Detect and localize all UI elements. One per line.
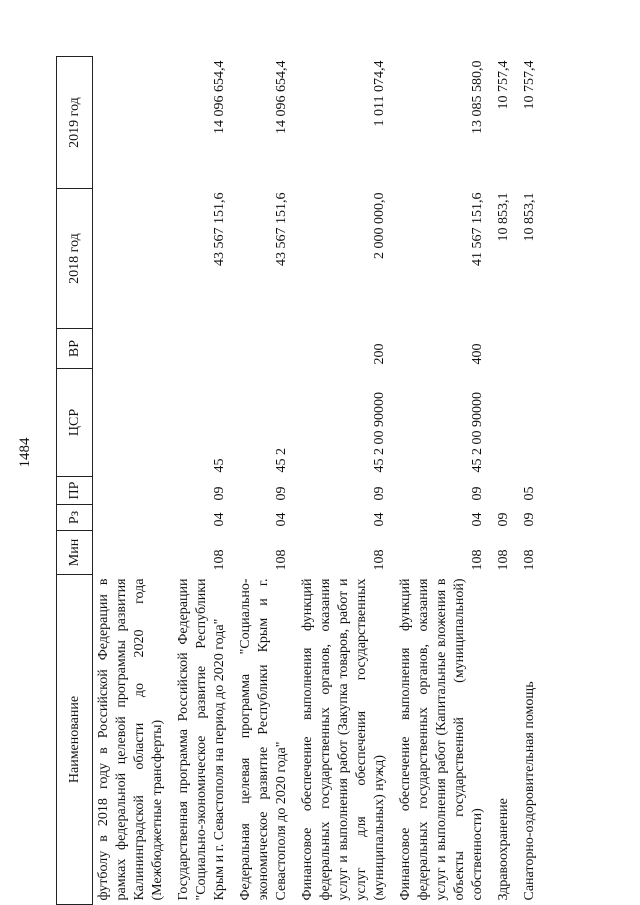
header-csr: ЦСР — [57, 369, 93, 477]
row-2019: 10 757,4 — [496, 60, 511, 110]
table-row — [93, 57, 174, 905]
row-2018 — [93, 189, 174, 329]
row-name: Санаторно-оздоровительная помощь — [522, 681, 537, 901]
row-pr: 09 — [274, 486, 289, 501]
header-2019: 2019 год — [57, 57, 93, 189]
row-pr: 09 — [212, 486, 227, 501]
row-rz — [93, 505, 174, 531]
row-2018: 41 567 151,6 — [470, 192, 485, 266]
row-pr — [93, 477, 174, 505]
header-rz: Рз — [57, 505, 93, 531]
row-rz: 04 — [212, 512, 227, 527]
row-rz: 04 — [274, 512, 289, 527]
header-pr: ПР — [57, 477, 93, 505]
row-csr — [93, 369, 174, 477]
row-name: Государственная программа Российской Федерации "Социально-экономическое развитие Республики Крым и г. Севастополя на период до 2020 года" — [176, 578, 227, 901]
row-min: 108 — [496, 549, 511, 571]
row-csr: 45 2 00 90000 — [372, 392, 387, 473]
table-row — [493, 57, 519, 905]
row-2018: 43 567 151,6 — [212, 192, 227, 266]
table-row — [173, 57, 235, 905]
row-min — [93, 531, 174, 575]
row-rz: 04 — [372, 512, 387, 527]
row-2019: 14 096 654,4 — [274, 60, 289, 134]
row-min: 108 — [212, 549, 227, 571]
row-csr: 45 2 — [274, 448, 289, 473]
row-rz: 09 — [522, 512, 537, 527]
row-vr — [173, 329, 235, 369]
row-vr — [519, 329, 545, 369]
row-min: 108 — [372, 549, 387, 571]
row-rz: 09 — [496, 512, 511, 527]
row-2019: 10 757,4 — [522, 60, 537, 110]
header-2018: 2018 год — [57, 189, 93, 329]
row-min: 108 — [522, 549, 537, 571]
row-csr: 45 — [212, 458, 227, 473]
header-vr: ВР — [57, 329, 93, 369]
budget-table — [56, 56, 545, 905]
table-row — [395, 57, 493, 905]
table-row — [235, 57, 297, 905]
row-name: Здравоохранение — [496, 798, 511, 901]
row-min: 108 — [274, 549, 289, 571]
header-min: Мин — [57, 531, 93, 575]
row-name: футболу в 2018 году в Российской Федерации в рамках федеральной целевой программы развития Калининградской области до 2020 года (Межбюджетные трансферты) — [96, 578, 165, 901]
row-pr: 05 — [522, 486, 537, 501]
row-2018: 10 853,1 — [496, 192, 511, 242]
row-csr — [493, 369, 519, 477]
row-vr: 400 — [470, 343, 485, 365]
row-2019: 1 011 074,4 — [372, 60, 387, 127]
row-csr: 45 2 00 90000 — [470, 392, 485, 473]
header-name: Наименование — [57, 575, 93, 905]
row-rz: 04 — [470, 512, 485, 527]
row-pr — [493, 477, 519, 505]
table-row — [297, 57, 395, 905]
row-csr — [519, 369, 545, 477]
row-name: Федеральная целевая программа "Социально-экономическое развитие Республики Крым и г. Севастополя до 2020 года" — [238, 578, 289, 901]
row-2019: 14 096 654,4 — [212, 60, 227, 134]
row-name: Финансовое обеспечение выполнения функций федеральных государственных органов, оказания услуг и выполнения работ (Закупка товаров, работ и услуг для обеспечения государственных (муниципальных) нужд) — [300, 578, 387, 901]
row-2018: 2 000 000,0 — [372, 192, 387, 259]
table-row — [519, 57, 545, 905]
row-2018: 10 853,1 — [522, 192, 537, 242]
row-min: 108 — [470, 549, 485, 571]
page-number: 1484 — [17, 437, 33, 468]
row-2018: 43 567 151,6 — [274, 192, 289, 266]
row-vr — [235, 329, 297, 369]
row-vr — [93, 329, 174, 369]
row-pr: 09 — [470, 486, 485, 501]
row-name: Финансовое обеспечение выполнения функций федеральных государственных органов, оказания услуг и выполнения работ (Капитальные вложения в объекты государственной (муниципальной) собственности) — [398, 578, 485, 901]
row-vr — [493, 329, 519, 369]
table-header-row — [57, 57, 93, 905]
row-pr: 09 — [372, 486, 387, 501]
row-vr: 200 — [372, 343, 387, 365]
row-2019 — [93, 57, 174, 189]
row-2019: 13 085 580,0 — [470, 60, 485, 134]
